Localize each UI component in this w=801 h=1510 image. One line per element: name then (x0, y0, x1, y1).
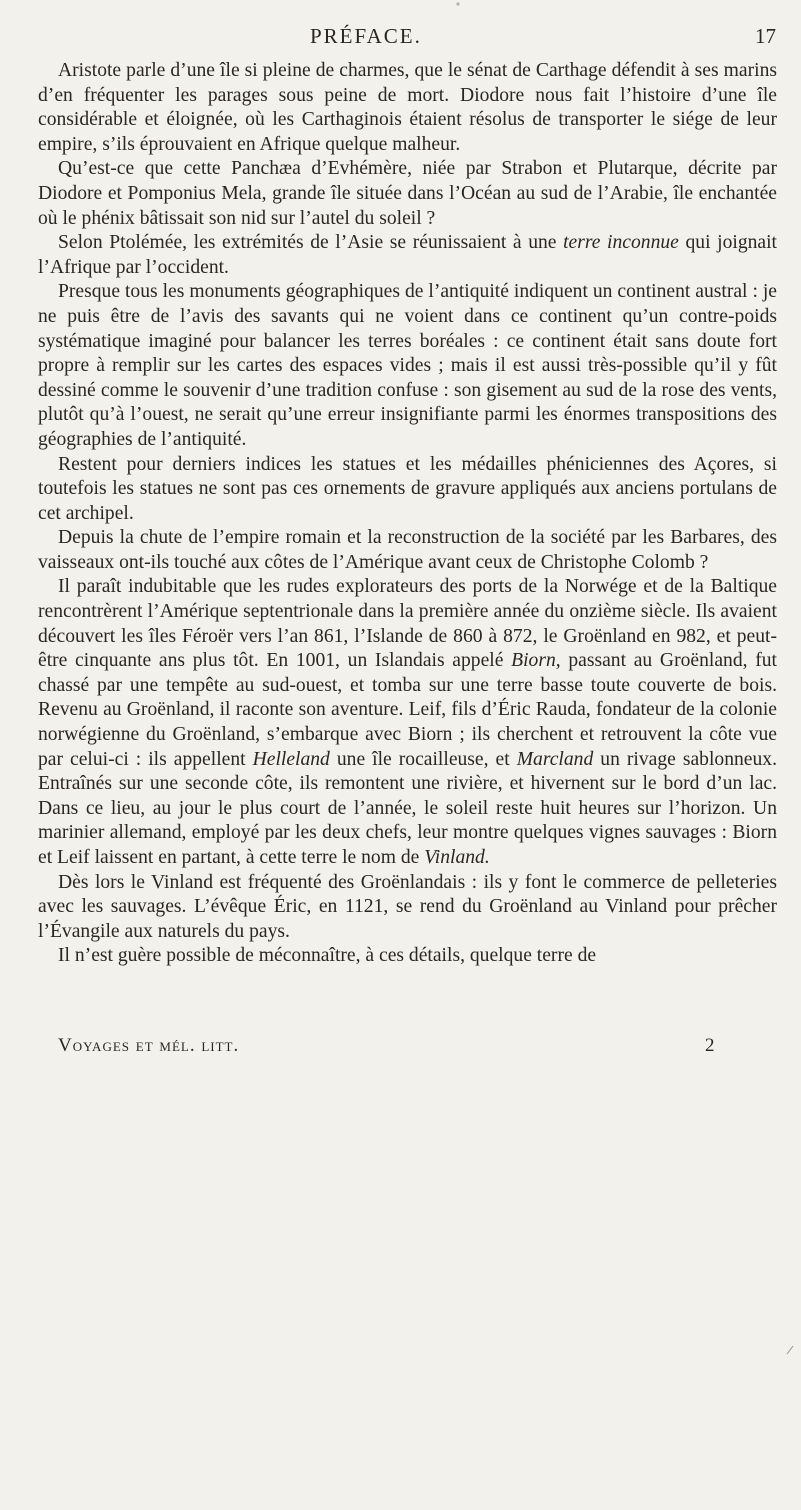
text-run: une île rocailleuse, et (329, 748, 517, 770)
text-run: Aristote parle d’une île si pleine de charmes, que le sénat de Carthage défendit à ses marins d’en fréquenter les parages sous peine de mort. Diodore nous fait l’histoire d’une île considérable et éloignée, où les Carthaginois étaient résolus de transporter le siége de leur empire, s’ils éprouvaient en Afrique quelque malheur. (38, 60, 777, 155)
paragraph (38, 575, 777, 870)
italic-term: Marcland (516, 748, 594, 770)
text-run: passant au Groënland, fut chassé par une tempête au sud-ouest, et tomba sur une terre basse toute couverte de bois. Revenu au Groënland, il raconte son aventure. Leif, fils d’Éric Rauda, fondateur de la colonie norwégienne du Groënland, s’embarque avec Biorn ; ils cherchent et retrouvent la côte vue par celui-ci : ils appellent (38, 650, 777, 770)
paragraph (38, 157, 777, 231)
page-number: 17 (755, 24, 776, 48)
speck-bottom (787, 1346, 793, 1354)
italic-term: Biorn, (511, 650, 561, 672)
text-run: Il paraît indubitable que les rudes explorateurs des ports de la Norwége et de la Baltique rencontrèrent l’Amérique septentrionale dans la première année du onzième siècle. Ils avaient découvert les îles Féroër vers l’an 861, l’Islande de 860 à 872, le Groënland en 982, et peut-être cinquante ans plus tôt. En 1001, un Islandais appelé (38, 576, 777, 672)
text-run: Qu’est-ce que cette Panchæa d’Evhémère, niée par Strabon et Plutarque, décrite par Diodore et Pomponius Mela, grande île située dans l’Océan au sud de l’Arabie, île enchantée où le phénix bâtissait son nid sur l’autel du soleil ? (38, 158, 777, 229)
text-run: Depuis la chute de l’empire romain et la reconstruction de la société par les Barbares, des vaisseaux ont-ils touché aux côtes de l’Amérique avant ceux de Christophe Colomb ? (38, 527, 777, 573)
italic-term: Vinland. (424, 847, 490, 868)
signature-mark: Voyages et mél. litt. (58, 1035, 240, 1056)
text-run: Dès lors le Vinland est fréquenté des Groënlandais : ils y font le commerce de pelleteries avec les sauvages. L’évêque Éric, en 1121, se rend du Groënland au Vinland pour prêcher l’Évangile aux naturels du pays. (38, 871, 777, 942)
paragraph (38, 526, 777, 575)
italic-term: Helleland (252, 748, 330, 770)
paragraph (38, 231, 777, 280)
body-text (38, 59, 777, 969)
text-run: un rivage sablonneux. Entraînés sur une seconde côte, ils remontent une rivière, et hivernent sur le bord d’un lac. Dans ce lieu, au jour le plus court de l’année, le soleil reste huit heures sur l’horizon. Un marinier allemand, employé par les deux chefs, leur montre quelques vignes sauvages : Biorn et Leif laissent en partant, à cette terre le nom de (38, 748, 777, 868)
paragraph (38, 453, 777, 527)
speck-top (456, 2, 459, 5)
paragraph (38, 871, 777, 945)
text-run: Presque tous les monuments géographiques de l’antiquité indiquent un continent austral : je ne puis être de l’avis des savants qui ne voient dans ce continent qu’un contre-poids systématique imaginé pour balancer les terres boréales : ce continent était sans doute fort propre à remplir sur les cartes des espaces vides ; mais il est aussi très-possible qu’il y fût dessiné comme le souvenir d’une tradition confuse : son gisement au sud de la rose des vents, plutôt qu’à l’ouest, ne serait qu’une erreur insignifiante parmi les énormes transpositions des géographies de l’antiquité. (38, 281, 777, 450)
paragraph (38, 944, 777, 969)
signature-number: 2 (705, 1035, 715, 1056)
text-run: Il n’est guère possible de méconnaître, à ces détails, quelque terre de (58, 945, 597, 967)
text-run: qui joignait l’Afrique par l’occident. (38, 232, 777, 278)
running-title: PRÉFACE. (310, 24, 422, 48)
text-run: Restent pour derniers indices les statues et les médailles phéniciennes des Açores, si toutefois les statues ne sont pas ces ornements de gravure appliqués aux anciens portulans de cet archipel. (38, 453, 777, 524)
signature-line (0, 1035, 801, 1061)
paragraph (38, 280, 777, 452)
text-run: Selon Ptolémée, les extrémités de l’Asie se réunissaient à une (58, 232, 564, 254)
italic-term: terre inconnue (563, 232, 679, 254)
paragraph (38, 59, 777, 157)
running-head (0, 24, 801, 54)
